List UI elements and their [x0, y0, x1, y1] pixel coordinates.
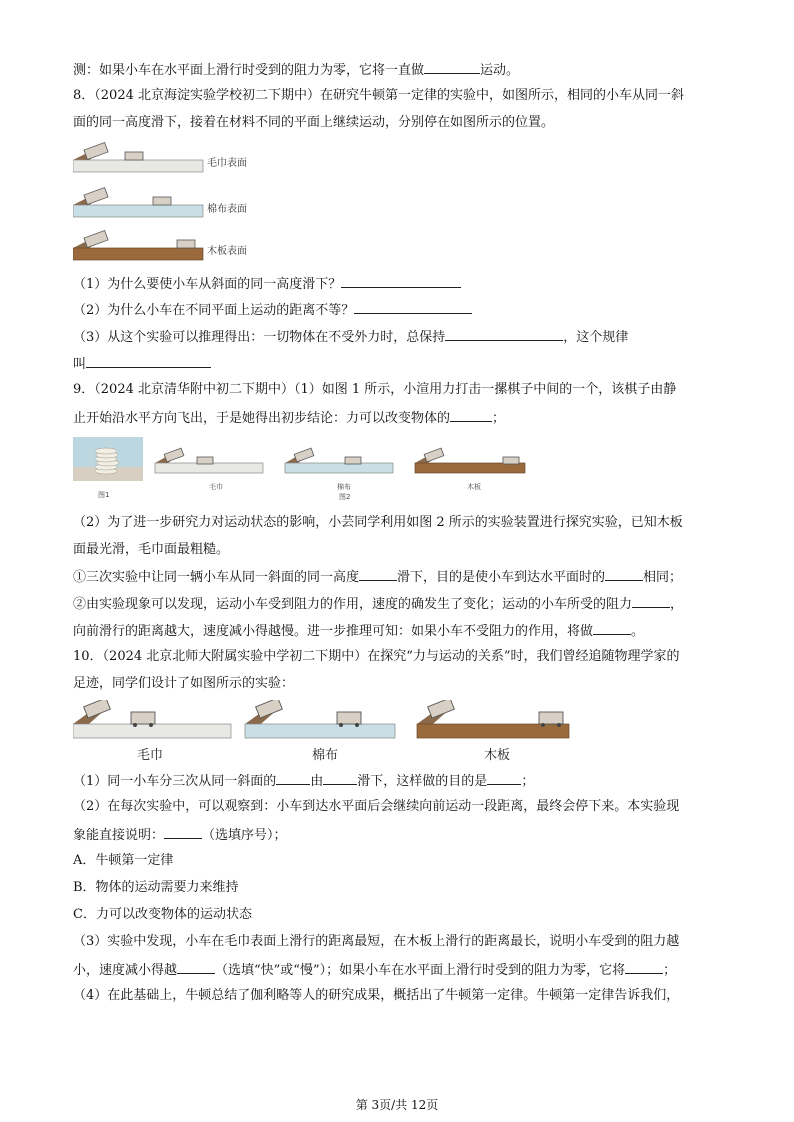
answer-blank[interactable] — [424, 60, 480, 74]
answer-blank[interactable] — [341, 274, 461, 288]
q9-figure — [73, 437, 533, 489]
q10-sub4: （4）在此基础上，牛顿总结了伽利略等人的研究成果，概括出了牛顿第一定律。牛顿第一定律告诉我们， — [73, 988, 680, 1003]
line-text: ②由实验现象可以发现，运动小车受到阻力的作用，速度的确发生了变化；运动的小车所受的阻力 — [73, 597, 633, 612]
q9-label-cotton: 棉布 — [337, 483, 351, 491]
answer-blank[interactable] — [450, 408, 492, 422]
line-text: 象能直接说明： — [73, 828, 165, 843]
q10-sub2: （2）在每次实验中，可以观察到：小车到达水平面后会继续向前运动一段距离，最终会停下来。本实验现 — [73, 799, 680, 814]
option-c: C．力可以改变物体的运动状态 — [73, 907, 252, 922]
answer-blank[interactable] — [164, 825, 202, 839]
line-text: 运动。 — [480, 63, 520, 78]
q9-item1 — [73, 567, 682, 587]
line-text: ，这个规律 — [563, 330, 629, 345]
line-text: 由 — [310, 774, 324, 789]
line-text: ； — [663, 963, 677, 978]
line-text: ①三次实验中让同一辆小车从同一斜面的同一高度 — [73, 570, 360, 585]
answer-blank[interactable] — [487, 771, 521, 785]
ramp-cotton — [73, 188, 203, 217]
q10-ramp-towel — [73, 700, 231, 738]
line-text: ， — [670, 597, 684, 612]
q8-sub3 — [73, 327, 628, 347]
q9-label-towel: 毛巾 — [209, 483, 223, 491]
text-line — [73, 60, 519, 80]
line-text: 滑下，目的是使小车到达水平面时的 — [397, 570, 606, 585]
page-footer: 第 3页/共 12页 — [355, 1098, 439, 1112]
q8-label-cotton: 棉布表面 — [207, 204, 247, 215]
answer-blank[interactable] — [359, 567, 397, 581]
answer-blank[interactable] — [354, 300, 472, 314]
q9-ramp-towel — [155, 448, 263, 473]
line-text: （2）为什么小车在不同平面上运动的距离不等？ — [73, 303, 355, 318]
line-text: 叫 — [73, 357, 87, 372]
q10-figure — [73, 700, 573, 742]
answer-blank[interactable] — [445, 327, 563, 341]
q9-ramp-wood — [415, 448, 525, 473]
line-text: （选填序号）； — [202, 828, 287, 843]
question-8-stem: 8．（2024 北京海淀实验学校初二下期中）在研究牛顿第一定律的实验中，如图所示，相同的小车从同一斜 — [73, 88, 684, 103]
ramp-wood — [73, 231, 203, 260]
line-text: 相同； — [643, 570, 683, 585]
q10-sub1 — [73, 771, 534, 791]
line-text: 小，速度减小得越 — [73, 963, 178, 978]
answer-blank[interactable] — [86, 354, 211, 368]
line-text: 滑下，这样做的目的是 — [357, 774, 488, 789]
question-10-stem-cont: 足迹，同学们设计了如图所示的实验： — [73, 676, 295, 691]
question-10-stem: 10．（2024 北京北师大附属实验中学初二下期中）在探究“力与运动的关系”时，我们曾经追随物理学家的 — [73, 649, 680, 664]
question-8-stem-cont: 面的同一高度滑下，接着在材料不同的平面上继续运动，分别停在如图所示的位置。 — [73, 115, 555, 130]
answer-blank[interactable] — [632, 594, 670, 608]
answer-blank[interactable] — [605, 567, 643, 581]
question-9-stem-cont — [73, 408, 505, 428]
q9-ramp-cotton — [285, 448, 393, 473]
line-text: 止开始沿水平方向飞出，于是她得出初步结论：力可以改变物体的 — [73, 411, 451, 426]
answer-blank[interactable] — [593, 621, 631, 635]
q8-label-wood: 木板表面 — [207, 246, 247, 257]
line-text: 向前滑行的距离越大，速度减小得越慢。进一步推理可知：如果小车不受阻力的作用，将做 — [73, 624, 594, 639]
line-text: 。 — [631, 624, 645, 639]
line-text: （选填“快”或“慢”）；如果小车在水平面上滑行时受到的阻力为零，它将 — [215, 963, 626, 978]
q8-sub1 — [73, 274, 461, 294]
q10-ramp-cotton — [245, 700, 395, 738]
question-9-stem: 9．（2024 北京清华附中初二下期中）（1）如图 1 所示，小渲用力打击一摞棋子中间的一个，该棋子由静 — [73, 382, 677, 397]
ramp-towel — [73, 143, 203, 172]
q9-sub2: （2）为了进一步研究力对运动状态的影响，小芸同学利用如图 2 所示的实验装置进行探究实验，已知木板 — [73, 515, 683, 530]
line-text: （1）同一小车分三次从同一斜面的 — [73, 774, 277, 789]
line-text: 测：如果小车在水平面上滑行时受到的阻力为零，它将一直做 — [73, 63, 425, 78]
q8-sub2 — [73, 300, 472, 320]
q9-item2-cont — [73, 621, 644, 641]
q8-sub4 — [73, 354, 211, 374]
answer-blank[interactable] — [625, 960, 663, 974]
q10-label-towel: 毛巾 — [137, 748, 164, 763]
chess-stack-photo — [73, 437, 143, 481]
line-text: （3）从这个实验可以推理得出：一切物体在不受外力时，总保持 — [73, 330, 446, 345]
q8-label-towel: 毛巾表面 — [207, 158, 247, 169]
line-text: ； — [521, 774, 535, 789]
q9-fig2-label: 图2 — [339, 493, 351, 501]
q10-ramp-wood — [417, 700, 569, 738]
q10-sub2-cont — [73, 825, 287, 845]
q9-item2 — [73, 594, 683, 614]
q9-fig1-label: 图1 — [98, 491, 110, 499]
line-text: （1）为什么要使小车从斜面的同一高度滑下？ — [73, 277, 342, 292]
q10-label-wood: 木板 — [484, 748, 511, 763]
answer-blank[interactable] — [177, 960, 215, 974]
option-b: B．物体的运动需要力来维持 — [73, 880, 239, 895]
q9-sub2-cont: 面最光滑，毛巾面最粗糙。 — [73, 542, 230, 557]
q10-label-cotton: 棉布 — [312, 748, 339, 763]
option-a: A．牛顿第一定律 — [73, 853, 174, 868]
answer-blank[interactable] — [276, 771, 310, 785]
q10-sub3-cont — [73, 960, 676, 980]
q10-sub3: （3）实验中发现，小车在毛巾表面上滑行的距离最短，在木板上滑行的距离最长，说明小车受到的阻力越 — [73, 934, 680, 949]
line-text: ； — [492, 411, 506, 426]
q9-label-wood: 木板 — [467, 483, 481, 491]
answer-blank[interactable] — [323, 771, 357, 785]
